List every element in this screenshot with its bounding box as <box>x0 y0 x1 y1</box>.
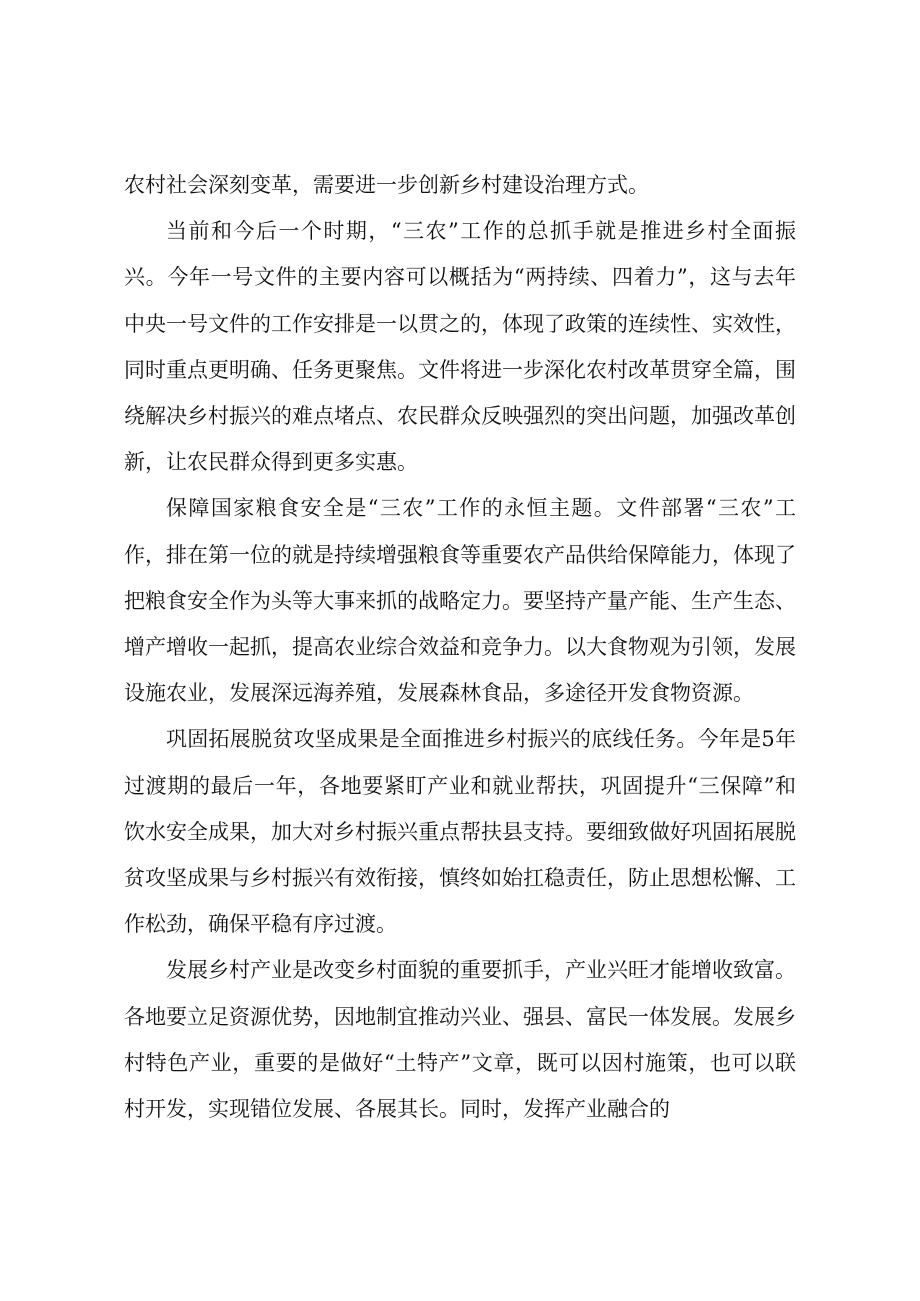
paragraph-food-security: 保障国家粮食安全是“三农”工作的永恒主题。文件部署“三农”工作，排在第一位的就是持续增强粮食等重要农产品供给保障能力，体现了把粮食安全作为头等大事来抓的战略定力。要坚持产量产能、生产生态、增产增收一起抓，提高农业综合效益和竞争力。以大食物观为引领，发展设施农业，发展深远海养殖，发展森林食品，多途径开发食物资源。 <box>124 496 796 706</box>
paragraph-continued: 农村社会深刻变革，需要进一步创新乡村建设治理方式。 <box>124 173 649 197</box>
document-body <box>124 162 796 1132</box>
paragraph-rural-revitalization: 当前和今后一个时期，“三农”工作的总抓手就是推进乡村全面振兴。今年一号文件的主要内容可以概括为“两持续、四着力”，这与去年中央一号文件的工作安排是一以贯之的，体现了政策的连续性、实效性，同时重点更明确、任务更聚焦。文件将进一步深化农村改革贯穿全篇，围绕解决乡村振兴的难点堵点、农民群众反映强烈的突出问题，加强改革创新，让农民群众得到更多实惠。 <box>124 219 796 475</box>
paragraph-rural-industry: 发展乡村产业是改变乡村面貌的重要抓手，产业兴旺才能增收致富。各地要立足资源优势，因地制宜推动兴业、强县、富民一体发展。发展乡村特色产业，重要的是做好“土特产”文章，既可以因村施策，也可以联村开发，实现错位发展、各展其长。同时，发挥产业融合的 <box>124 958 796 1122</box>
paragraph-poverty-alleviation: 巩固拓展脱贫攻坚成果是全面推进乡村振兴的底线任务。今年是5年过渡期的最后一年，各地要紧盯产业和就业帮扶，巩固提升“三保障”和饮水安全成果，加大对乡村振兴重点帮扶县支持。要细致做好巩固拓展脱贫攻坚成果与乡村振兴有效衔接，慎终如始扛稳责任，防止思想松懈、工作松劲，确保平稳有序过渡。 <box>124 727 796 937</box>
